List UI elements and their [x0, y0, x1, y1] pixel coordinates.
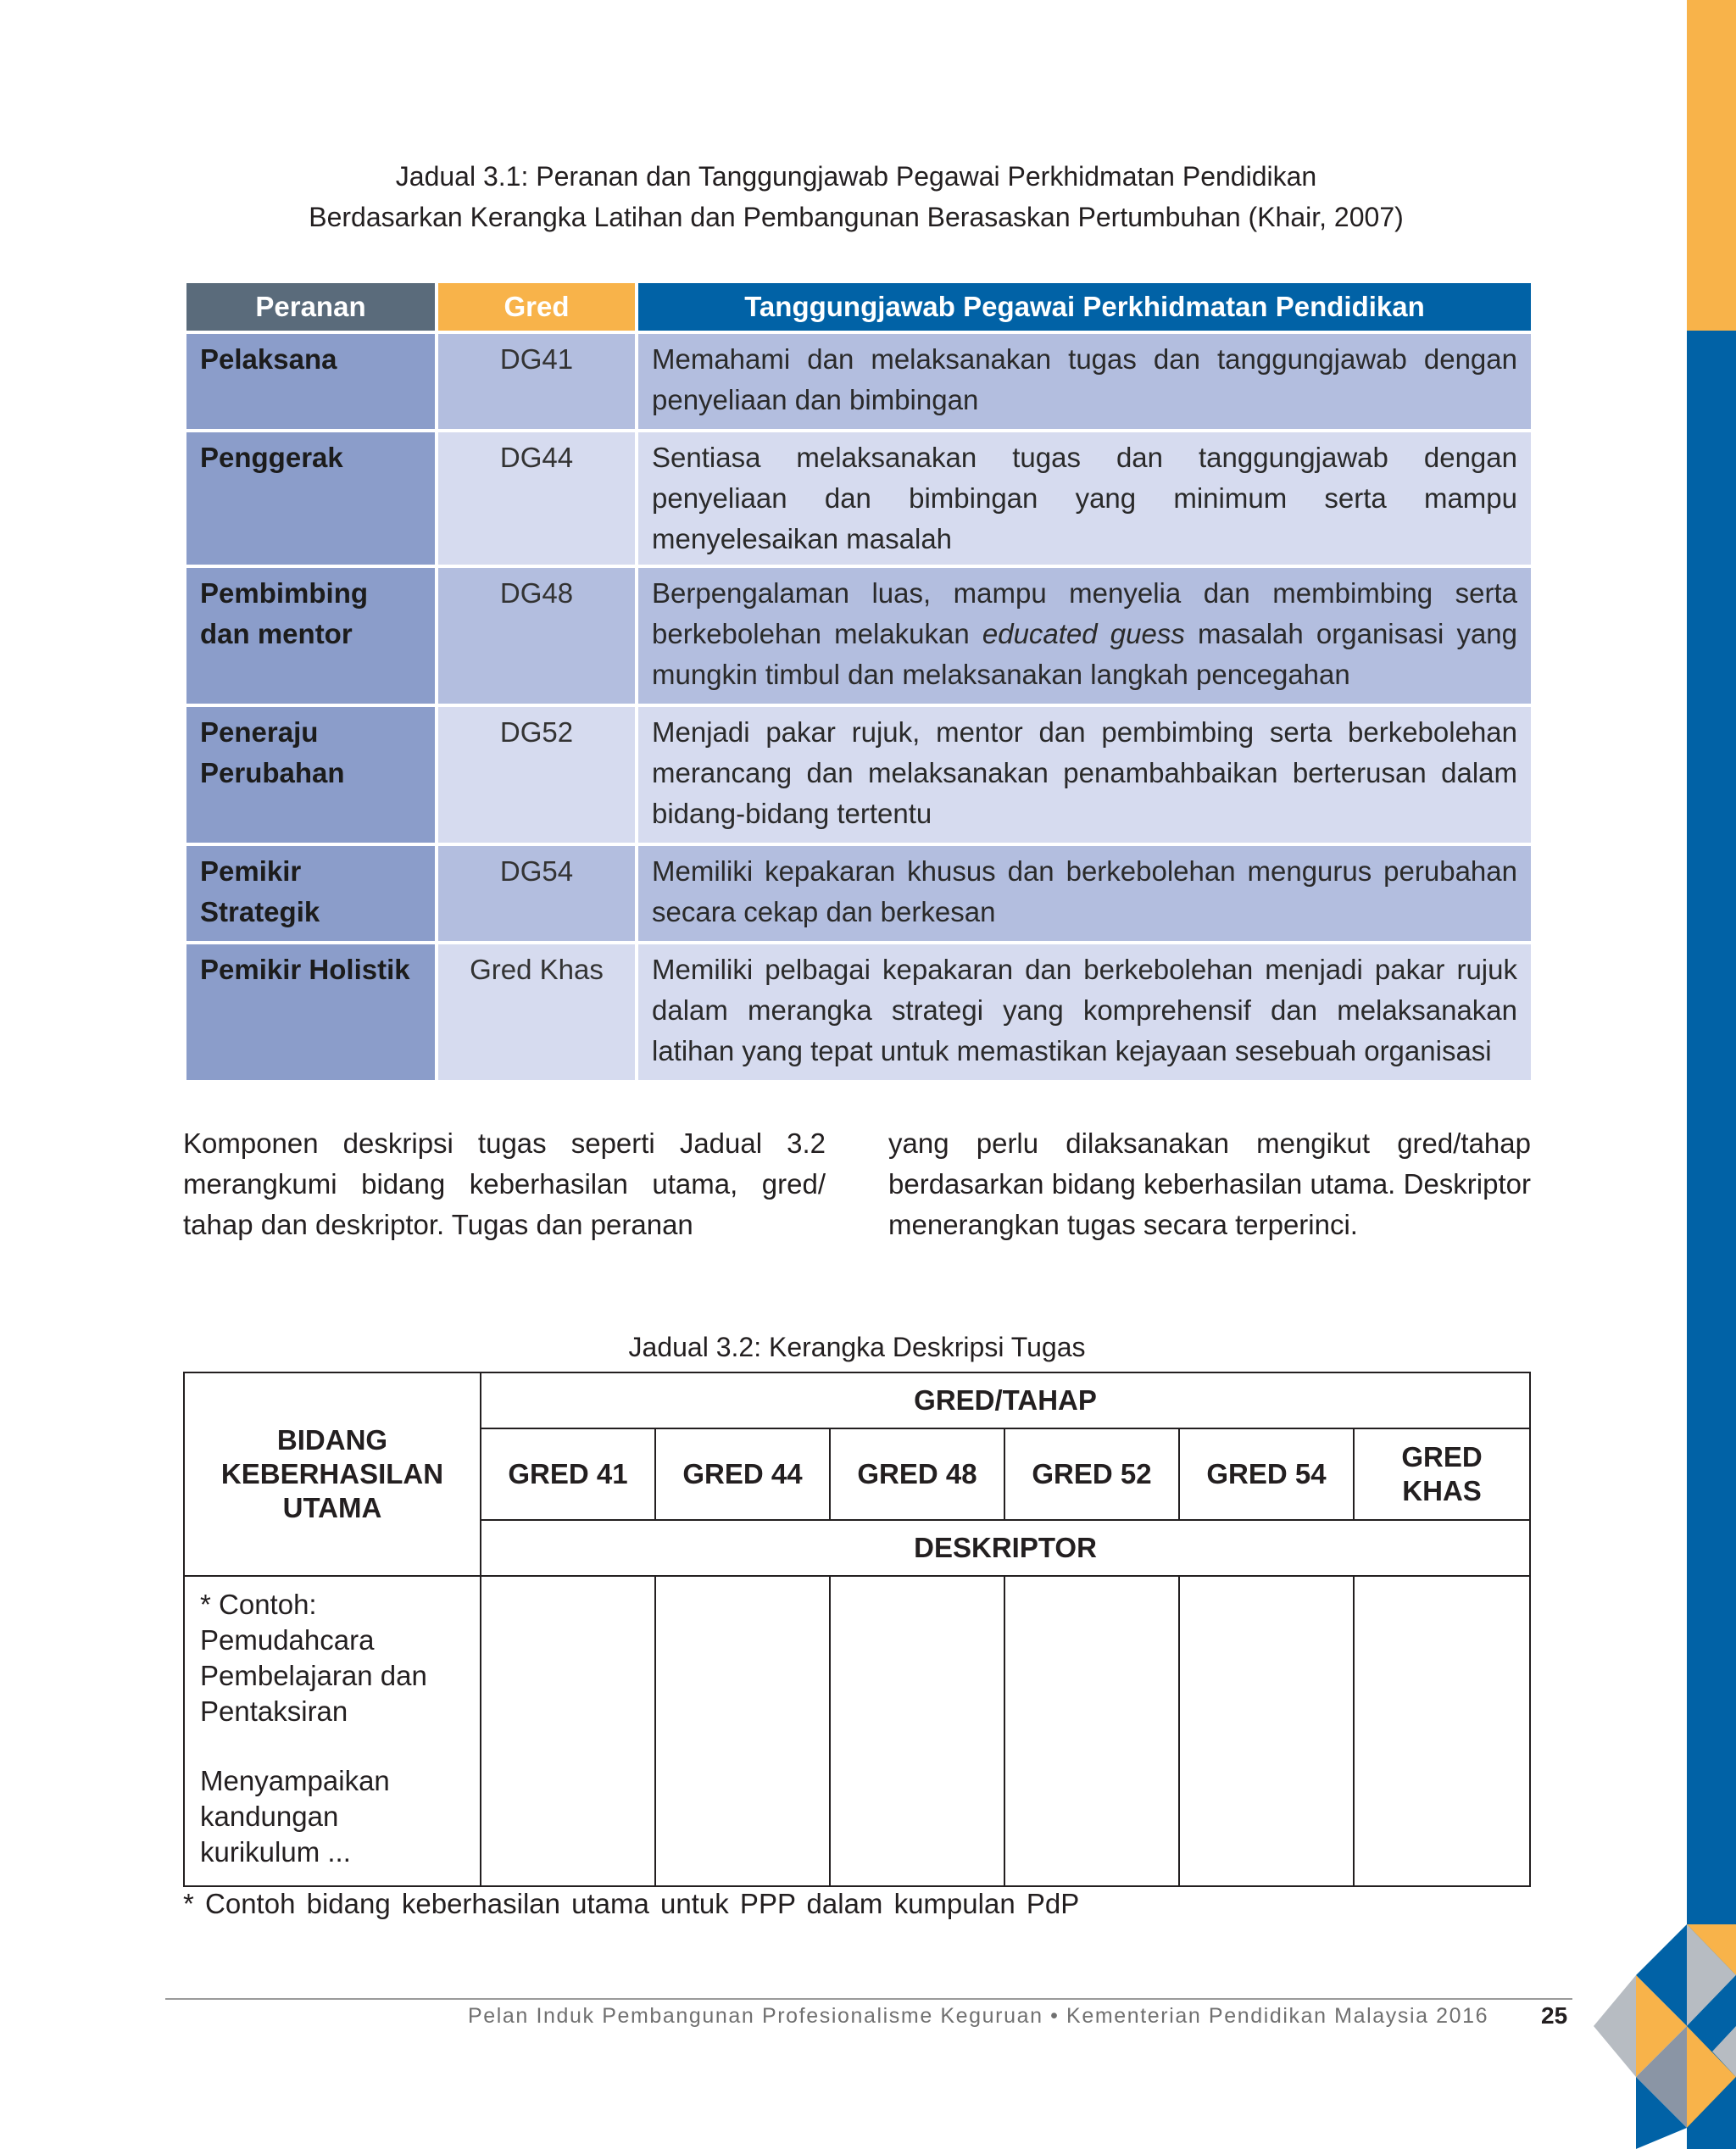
gred-cell: DG41 [437, 332, 637, 431]
role-cell: Pemikir Holistik [185, 943, 437, 1082]
decorative-triangles [1594, 1899, 1736, 2149]
paragraph-right: yang perlu dilaksanakan mengikut gred/tahap berdasarkan bidang keberhasilan utama. Deskriptor menerangkan tugas secara terperinci. [888, 1127, 1531, 1240]
side-bar-orange [1687, 0, 1736, 331]
resp-cell: Menjadi pakar rujuk, mentor dan pembimbing serta berkebolehan merancang dan melaksanakan penambahbaikan berterusan dalam bidang-bidang tertentu [637, 705, 1533, 844]
resp-cell: Memiliki kepakaran khusus dan berkebolehan mengurus perubahan secara cekap dan berkesan [637, 844, 1533, 943]
header-gred: Gred [437, 281, 637, 332]
resp-cell: Memiliki pelbagai kepakaran dan berkebolehan menjadi pakar rujuk dalam merangka strategi yang komprehensif dan melaksanakan latihan yang tepat untuk memastikan kejayaan sesebuah organisasi [637, 943, 1533, 1082]
descriptor-cell-48 [830, 1576, 1004, 1886]
descriptor-cell-44 [655, 1576, 830, 1886]
grade-header-54: GRED 54 [1179, 1428, 1354, 1520]
header-peranan: Peranan [185, 281, 437, 332]
descriptor-cell-41 [481, 1576, 655, 1886]
example-cell [184, 1576, 481, 1886]
table-row [185, 566, 1533, 705]
role-cell: Penggerak [185, 431, 437, 566]
role-cell: Peneraju Perubahan [185, 705, 437, 844]
page-number: 25 [1541, 2002, 1568, 2029]
example-area: Pemudahcara Pembelajaran dan Pentaksiran [200, 1624, 427, 1727]
resp-cell [637, 566, 1533, 705]
table2-footnote: * Contoh bidang keberhasilan utama untuk PPP dalam kumpulan PdP [183, 1888, 1080, 1919]
table-row [185, 943, 1533, 1082]
example-label: * Contoh: [200, 1589, 317, 1620]
gred-cell: DG44 [437, 431, 637, 566]
gred-cell: DG48 [437, 566, 637, 705]
group-header-row [184, 1372, 1530, 1428]
resp-text-emphasis: educated guess [982, 618, 1185, 649]
table1-caption-line1: Jadual 3.1: Peranan dan Tanggungjawab Pegawai Perkhidmatan Pendidikan [395, 161, 1317, 192]
task-framework-table [183, 1372, 1531, 1887]
resp-cell: Sentiasa melaksanakan tugas dan tanggungjawab dengan penyeliaan dan bimbingan yang minimum serta mampu menyelesaikan masalah [637, 431, 1533, 566]
grade-header-48: GRED 48 [830, 1428, 1004, 1520]
descriptor-cell-52 [1004, 1576, 1179, 1886]
bidang-header: BIDANG KEBERHASILAN UTAMA [184, 1372, 481, 1576]
gred-tahap-header: GRED/TAHAP [481, 1372, 1530, 1428]
resp-text-a: Berpengalaman luas, mampu menyelia dan membimbing serta berkebolehan melakukan [652, 577, 1517, 649]
table-header-row [185, 281, 1533, 332]
table-row [185, 332, 1533, 431]
grade-header-44: GRED 44 [655, 1428, 830, 1520]
example-row [184, 1576, 1530, 1886]
table-row [185, 431, 1533, 566]
table1-caption-line2: Berdasarkan Kerangka Latihan dan Pembangunan Berasaskan Pertumbuhan (Khair, 2007) [309, 202, 1404, 232]
role-cell: Pembimbing dan mentor [185, 566, 437, 705]
table-row [185, 844, 1533, 943]
example-task: Menyampaikan kandungan kurikulum ... [200, 1765, 390, 1868]
descriptor-cell-khas [1354, 1576, 1530, 1886]
descriptor-header: DESKRIPTOR [481, 1520, 1530, 1576]
gred-cell: Gred Khas [437, 943, 637, 1082]
grade-header-52: GRED 52 [1004, 1428, 1179, 1520]
resp-text-b: masalah organisasi yang mungkin timbul dan melaksanakan langkah pencegahan [652, 618, 1518, 690]
role-cell: Pemikir Strategik [185, 844, 437, 943]
header-tanggungjawab: Tanggungjawab Pegawai Perkhidmatan Pendidikan [637, 281, 1533, 332]
gred-cell: DG54 [437, 844, 637, 943]
descriptor-cell-54 [1179, 1576, 1354, 1886]
example-spacer [200, 1729, 465, 1763]
footer-text: Pelan Induk Pembangunan Profesionalisme Keguruan • Kementerian Pendidikan Malaysia 2016 [468, 2004, 1489, 2028]
gred-cell: DG52 [437, 705, 637, 844]
table1-caption [127, 156, 1585, 237]
roles-table [183, 280, 1534, 1083]
role-cell: Pelaksana [185, 332, 437, 431]
paragraph-left: Komponen deskripsi tugas seperti Jadual 3.2 merangkumi bidang keberhasilan utama, gred/ tahap dan deskriptor. Tugas dan peranan [183, 1127, 826, 1240]
table2-caption: Jadual 3.2: Kerangka Deskripsi Tugas [628, 1332, 1086, 1362]
grade-header-khas: GRED KHAS [1354, 1428, 1530, 1520]
resp-cell: Memahami dan melaksanakan tugas dan tanggungjawab dengan penyeliaan dan bimbingan [637, 332, 1533, 431]
table-row [185, 705, 1533, 844]
side-bar-blue [1687, 331, 1736, 2149]
grade-header-41: GRED 41 [481, 1428, 655, 1520]
